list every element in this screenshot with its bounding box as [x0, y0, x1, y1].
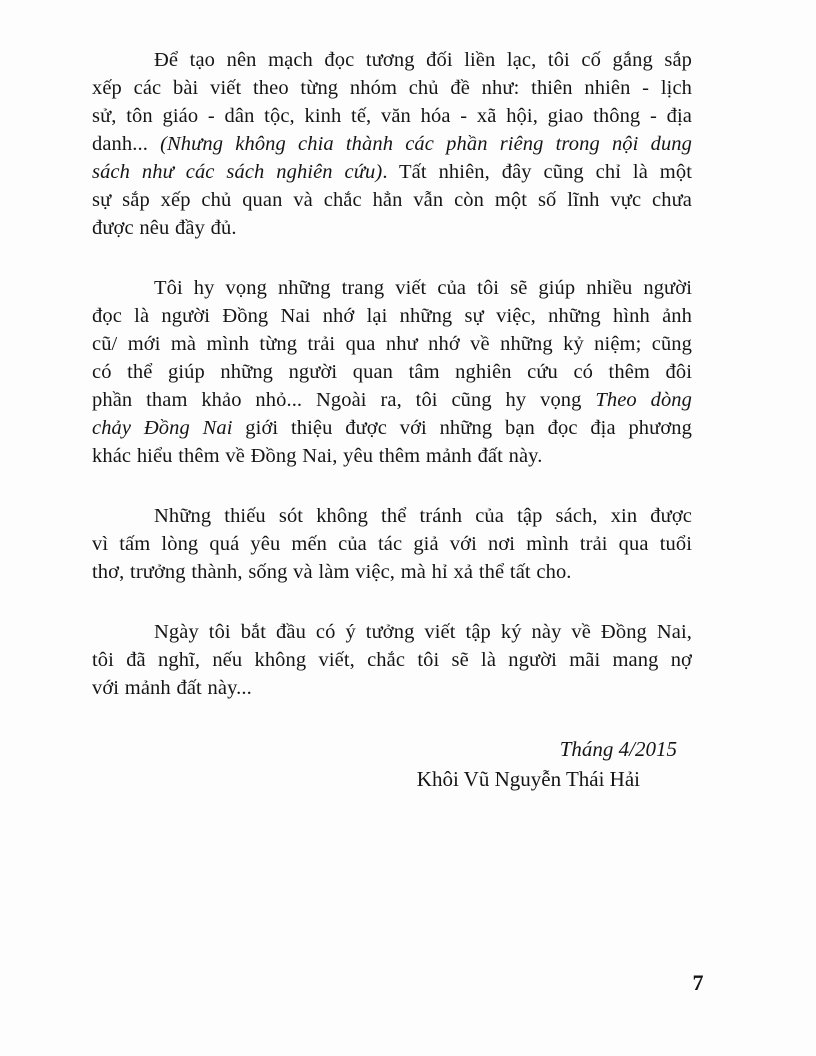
signature-date: Tháng 4/2015 [559, 737, 677, 761]
text-line [92, 674, 692, 702]
text-segment: Ngày tôi bắt đầu có ý tưởng viết tập ký này về Đồng Nai, [154, 621, 692, 643]
text-segment: tôi đã nghĩ, nếu không viết, chắc tôi sẽ là người mãi mang nợ [92, 649, 692, 671]
italic-text-segment: (Nhưng không chia thành các phần riêng trong nội dung [160, 133, 692, 155]
page-number: 7 [692, 970, 704, 995]
text-line [92, 414, 692, 442]
text-line [92, 330, 692, 358]
text-segment: vì tấm lòng quá yêu mến của tác giả với nơi mình trải qua tuổi [92, 533, 692, 555]
text-segment: phần tham khảo nhỏ... Ngoài ra, tôi cũng hy vọng [92, 389, 596, 411]
paragraph [92, 274, 692, 470]
paragraph [92, 46, 692, 242]
text-segment: có thể giúp những người quan tâm nghiên cứu có thêm đôi [92, 361, 692, 383]
signature-author: Khôi Vũ Nguyễn Thái Hải [416, 767, 640, 791]
text-segment: giới thiệu được với những bạn đọc địa phương [232, 417, 692, 439]
text-line [92, 302, 692, 330]
text-segment: thơ, trưởng thành, sống và làm việc, mà hỉ xả thể tất cho. [92, 561, 572, 583]
text-line [92, 386, 692, 414]
text-segment: danh... [92, 133, 161, 155]
text-segment: đọc là người Đồng Nai nhớ lại những sự việc, những hình ảnh [92, 305, 692, 327]
text-line [92, 46, 692, 74]
text-line [92, 618, 692, 646]
text-segment: Để tạo nên mạch đọc tương đối liền lạc, tôi cố gắng sắp [154, 49, 692, 71]
text-line [92, 214, 692, 242]
text-line [92, 74, 692, 102]
italic-text-segment: chảy Đồng Nai [92, 417, 233, 439]
text-line [92, 442, 692, 470]
text-segment: Những thiếu sót không thể tránh của tập sách, xin được [154, 505, 692, 527]
text-segment: xếp các bài viết theo từng nhóm chủ đề như: thiên nhiên - lịch [92, 77, 692, 99]
text-segment: được nêu đầy đủ. [92, 217, 237, 239]
text-segment: Tôi hy vọng những trang viết của tôi sẽ giúp nhiều người [154, 277, 692, 299]
text-segment: sử, tôn giáo - dân tộc, kinh tế, văn hóa - xã hội, giao thông - địa [92, 105, 692, 127]
text-segment: với mảnh đất này... [92, 677, 252, 699]
text-line [92, 646, 692, 674]
text-segment: sự sắp xếp chủ quan và chắc hẳn vẫn còn một số lĩnh vực chưa [92, 189, 692, 211]
paragraph [92, 618, 692, 702]
text-line [92, 186, 692, 214]
text-segment: khác hiểu thêm về Đồng Nai, yêu thêm mảnh đất này. [92, 445, 543, 467]
italic-text-segment: sách như các sách nghiên cứu) [92, 161, 383, 183]
text-line [92, 502, 692, 530]
text-line [92, 130, 692, 158]
text-line [92, 158, 692, 186]
text-block [92, 46, 692, 794]
italic-text-segment: Theo dòng [595, 389, 692, 411]
signature-block [92, 734, 692, 794]
paragraph [92, 502, 692, 586]
text-line [92, 530, 692, 558]
text-line [92, 274, 692, 302]
text-line [92, 102, 692, 130]
text-line [92, 358, 692, 386]
text-segment: cũ/ mới mà mình từng trải qua như nhớ về những kỷ niệm; cũng [92, 333, 692, 355]
text-segment: . Tất nhiên, đây cũng chỉ là một [382, 161, 692, 183]
text-line [92, 558, 692, 586]
